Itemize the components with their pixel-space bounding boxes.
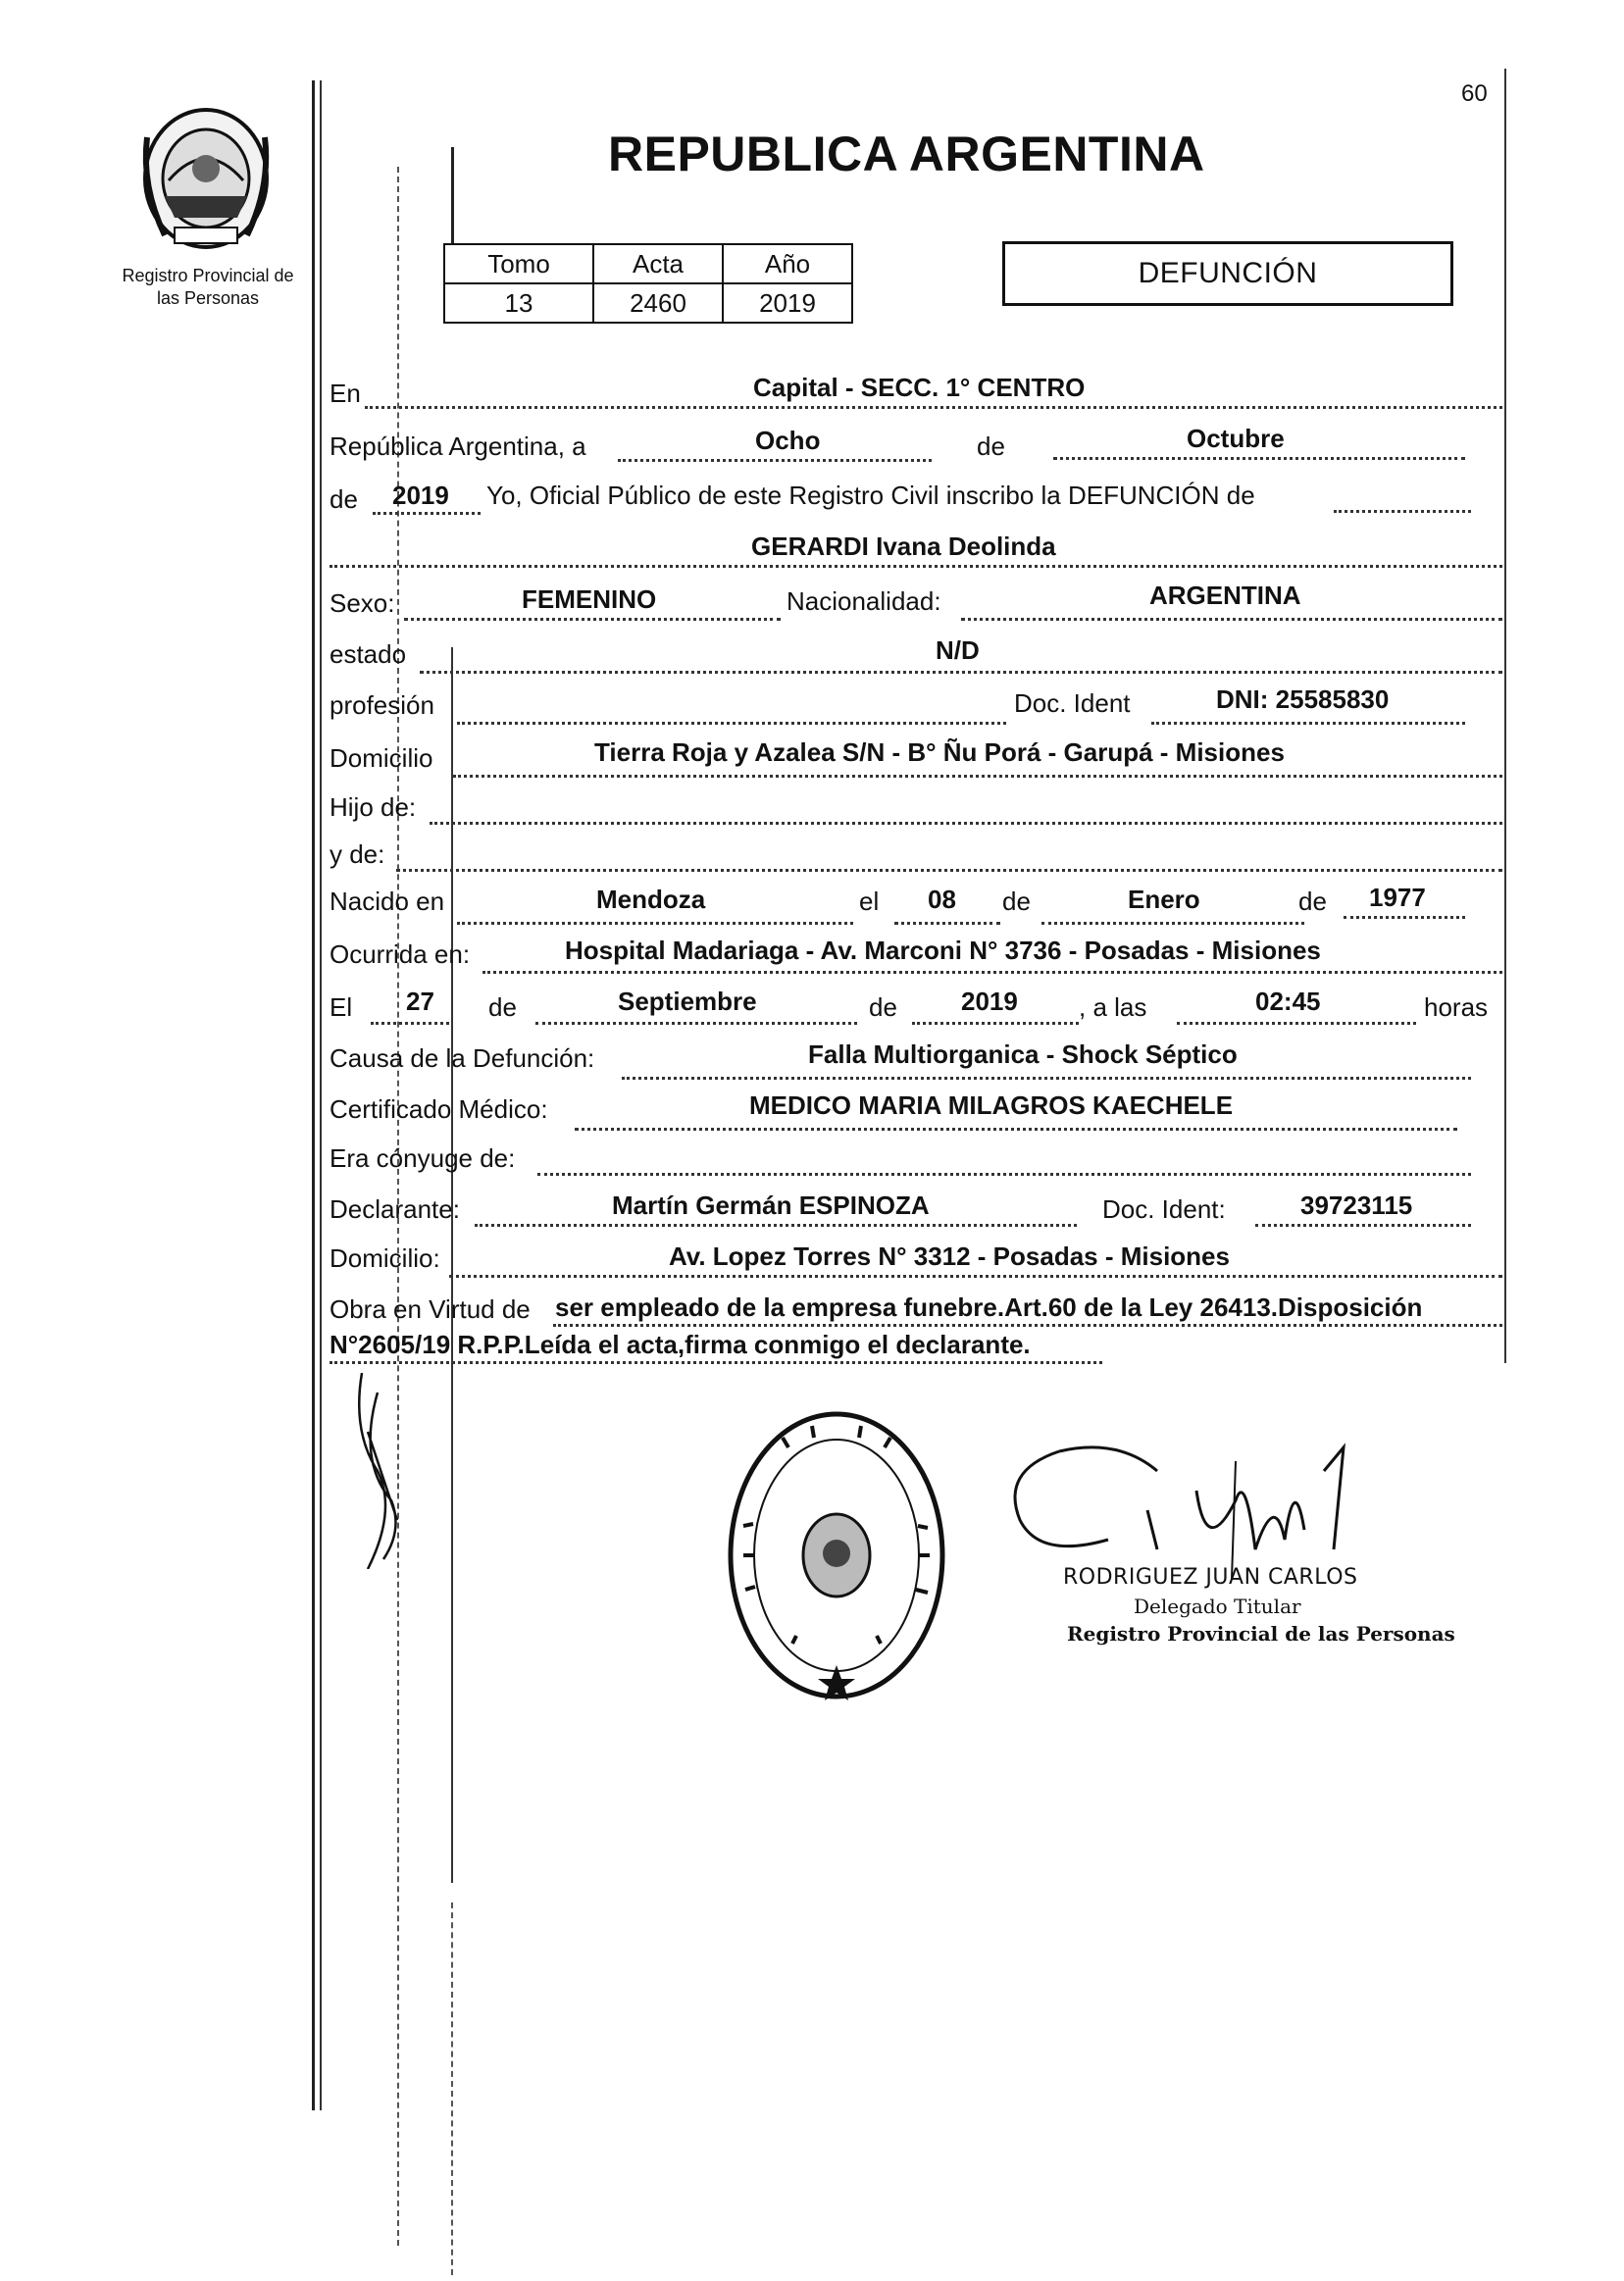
label-nacido-en: Nacido en xyxy=(330,887,445,916)
fill-line xyxy=(330,1361,1102,1364)
label-de: de xyxy=(1002,887,1031,916)
value-mes-texto: Octubre xyxy=(1187,424,1285,453)
value-def-mes: Septiembre xyxy=(618,987,757,1016)
fill-line xyxy=(535,1022,857,1025)
fill-line xyxy=(1177,1022,1416,1025)
label-nacionalidad: Nacionalidad: xyxy=(787,586,941,616)
label-sexo: Sexo: xyxy=(330,588,395,618)
table-cell-tomo: 13 xyxy=(444,283,593,323)
value-anio: 2019 xyxy=(392,481,449,510)
fill-line xyxy=(430,822,1502,825)
value-obra-line: N°2605/19 R.P.P.Leída el acta,firma conmigo el declarante. xyxy=(330,1330,1031,1359)
label-yo-text: Yo, Oficial Público de este Registro Civil inscribo la DEFUNCIÓN de xyxy=(486,481,1255,510)
table-header-anio: Año xyxy=(723,244,852,283)
fill-line xyxy=(1334,510,1471,513)
label-obra: Obra en Virtud de xyxy=(330,1294,531,1324)
label-domicilio: Domicilio xyxy=(330,743,433,773)
issuer-line: Registro Provincial de xyxy=(122,266,294,285)
label-el: el xyxy=(859,887,880,916)
label-certificado: Certificado Médico: xyxy=(330,1094,548,1124)
fill-line xyxy=(449,1275,1502,1278)
fill-line xyxy=(457,722,1006,725)
official-seal-icon xyxy=(724,1408,949,1702)
value-ocurrida: Hospital Madariaga - Av. Marconi N° 3736 - Posadas - Misiones xyxy=(565,936,1321,965)
label-a-las: , a las xyxy=(1079,992,1147,1022)
value-nacido-mes: Enero xyxy=(1128,885,1200,914)
margin-rule xyxy=(312,80,315,2110)
fill-line xyxy=(622,1077,1471,1080)
table-header-acta: Acta xyxy=(593,244,723,283)
label-de: de xyxy=(869,992,897,1022)
fill-line xyxy=(1255,1224,1471,1227)
issuer-line: las Personas xyxy=(156,288,260,308)
binding-rule xyxy=(451,1902,453,2275)
fill-line xyxy=(396,869,1502,872)
label-profesion: profesión xyxy=(330,690,434,720)
value-causa: Falla Multiorganica - Shock Séptico xyxy=(808,1039,1238,1069)
label-de: de xyxy=(1298,887,1327,916)
fill-line xyxy=(912,1022,1079,1025)
fill-line xyxy=(373,512,481,515)
value-dia-texto: Ocho xyxy=(755,426,821,455)
label-domicilio: Domicilio: xyxy=(330,1243,440,1273)
fill-line xyxy=(453,775,1502,778)
right-edge-rule xyxy=(1504,69,1506,1363)
label-doc-ident: Doc. Ident xyxy=(1014,688,1131,718)
value-declarante-doc: 39723115 xyxy=(1300,1191,1413,1220)
label-declarante: Declarante: xyxy=(330,1194,460,1224)
fill-line xyxy=(1344,916,1465,919)
table-row xyxy=(444,244,852,283)
fill-line xyxy=(330,565,1502,568)
table-row xyxy=(444,283,852,323)
fill-line xyxy=(894,922,1000,925)
value-certificado: MEDICO MARIA MILAGROS KAECHELE xyxy=(749,1090,1234,1120)
issuer-caption xyxy=(90,265,326,310)
value-nacido-dia: 08 xyxy=(928,885,956,914)
fill-line xyxy=(404,618,781,621)
fill-line xyxy=(553,1324,1502,1327)
record-type-box: DEFUNCIÓN xyxy=(1002,241,1453,306)
value-def-hora: 02:45 xyxy=(1255,987,1321,1016)
binding-rule xyxy=(451,147,454,245)
fill-line xyxy=(575,1128,1457,1131)
fill-line xyxy=(961,618,1502,621)
fill-line xyxy=(475,1224,1077,1227)
official-org: Registro Provincial de las Personas xyxy=(1067,1622,1455,1646)
fill-line xyxy=(1041,922,1304,925)
value-declarante-domicilio: Av. Lopez Torres N° 3312 - Posadas - Misiones xyxy=(669,1242,1230,1271)
label-en: En xyxy=(330,379,361,408)
fill-line xyxy=(1151,722,1465,725)
value-estado: N/D xyxy=(936,635,980,665)
fill-line xyxy=(365,406,1502,409)
provincial-crest-icon xyxy=(135,98,277,255)
label-horas: horas xyxy=(1424,992,1489,1022)
value-nacido-anio: 1977 xyxy=(1369,883,1426,912)
fill-line xyxy=(618,459,932,462)
value-nacido-lugar: Mendoza xyxy=(596,885,706,914)
label-estado: estado xyxy=(330,639,407,669)
label-y-de: y de: xyxy=(330,839,385,869)
table-header-tomo: Tomo xyxy=(444,244,593,283)
declarant-signature-icon xyxy=(348,1373,417,1569)
label-conyuge: Era cónyuge de: xyxy=(330,1143,516,1173)
value-def-dia: 27 xyxy=(406,987,434,1016)
value-lugar: Capital - SECC. 1° CENTRO xyxy=(753,373,1086,402)
value-declarante: Martín Germán ESPINOZA xyxy=(612,1191,930,1220)
label-causa: Causa de la Defunción: xyxy=(330,1043,595,1073)
official-role: Delegado Titular xyxy=(1134,1595,1301,1618)
record-table xyxy=(443,243,853,324)
value-sexo: FEMENINO xyxy=(522,584,657,614)
label-ocurrida-en: Ocurrida en: xyxy=(330,939,471,969)
value-nombre: GERARDI Ivana Deolinda xyxy=(751,532,1056,561)
label-hijo-de: Hijo de: xyxy=(330,792,417,822)
page-title: REPUBLICA ARGENTINA xyxy=(608,127,1205,181)
fill-line xyxy=(482,971,1502,974)
page-number: 60 xyxy=(1461,80,1488,107)
fill-line xyxy=(537,1173,1471,1176)
label-de: de xyxy=(977,431,1005,461)
official-signature-icon xyxy=(1000,1432,1412,1579)
official-name: RODRIGUEZ JUAN CARLOS xyxy=(1063,1565,1358,1590)
table-cell-acta: 2460 xyxy=(593,283,723,323)
table-cell-anio: 2019 xyxy=(723,283,852,323)
label-republica: República Argentina, a xyxy=(330,431,586,461)
label-El: El xyxy=(330,992,353,1022)
fill-line xyxy=(1053,457,1465,460)
value-obra-line: ser empleado de la empresa funebre.Art.60 de la Ley 26413.Disposición xyxy=(555,1293,1423,1322)
fill-line xyxy=(371,1022,449,1025)
label-de: de xyxy=(488,992,517,1022)
label-de: de xyxy=(330,484,358,514)
binding-rule xyxy=(451,647,453,1883)
value-def-anio: 2019 xyxy=(961,987,1018,1016)
value-nacionalidad: ARGENTINA xyxy=(1149,581,1301,610)
value-dni: DNI: 25585830 xyxy=(1216,684,1390,714)
fill-line xyxy=(420,671,1502,674)
value-domicilio: Tierra Roja y Azalea S/N - B° Ñu Porá - Garupá - Misiones xyxy=(594,737,1285,767)
margin-rule xyxy=(320,80,322,2110)
label-doc-ident: Doc. Ident: xyxy=(1102,1194,1226,1224)
fill-line xyxy=(457,922,853,925)
